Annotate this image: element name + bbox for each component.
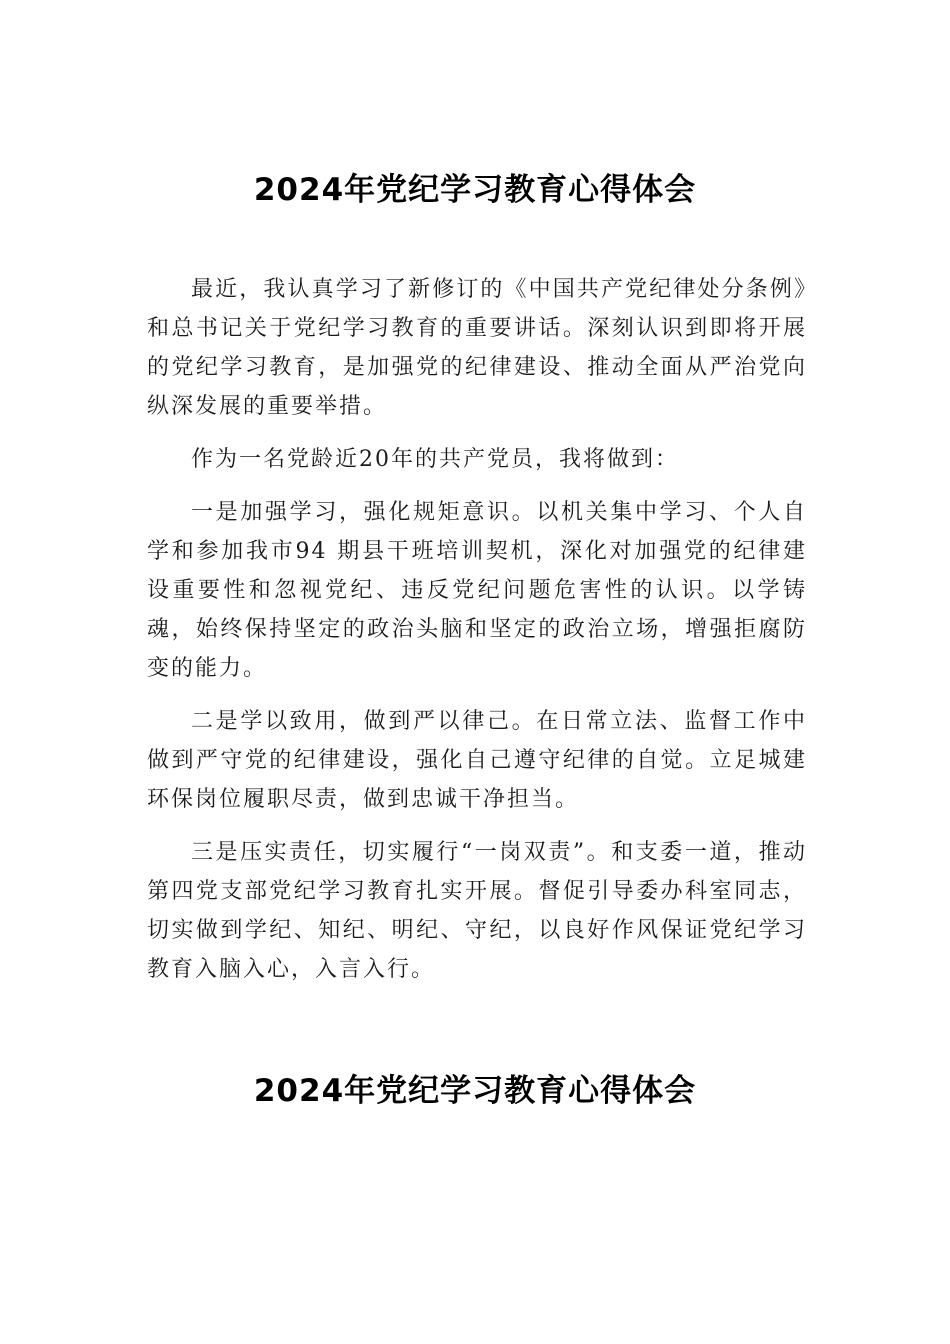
paragraph-commitment: 作为一名党龄近20年的共产党员，我将做到：	[191, 447, 679, 472]
document-body	[147, 270, 807, 1003]
paragraph-point-three: 三是压实责任，切实履行“一岗双责”。和支委一道，推动第四党支部党纪学习教育扎实开展。督促引导委办科室同志，切实做到学纪、知纪、明纪、守纪，以良好作风保证党纪学习教育入脑入心，入言入行。	[147, 840, 807, 982]
paragraph-point-one: 一是加强学习，强化规矩意识。以机关集中学习、个人自学和参加我市94 期县干班培训契机，深化对加强党的纪律建设重要性和忽视党纪、违反党纪问题危害性的认识。以学铸魂，始终保持坚定的政治头脑和坚定的政治立场，增强拒腐防变的能力。	[147, 500, 807, 681]
document-title: 2024年党纪学习教育心得体会	[253, 172, 697, 208]
paragraph-intro: 最近，我认真学习了新修订的《中国共产党纪律处分条例》和总书记关于党纪学习教育的重要讲话。深刻认识到即将开展的党纪学习教育，是加强党的纪律建设、推动全面从严治党向纵深发展的重要举措。	[147, 277, 807, 419]
paragraph-point-two: 二是学以致用，做到严以律己。在日常立法、监督工作中做到严守党的纪律建设，强化自己遵守纪律的自觉。立足城建环保岗位履职尽责，做到忠诚干净担当。	[147, 709, 807, 812]
second-document-title: 2024年党纪学习教育心得体会	[253, 1073, 697, 1109]
